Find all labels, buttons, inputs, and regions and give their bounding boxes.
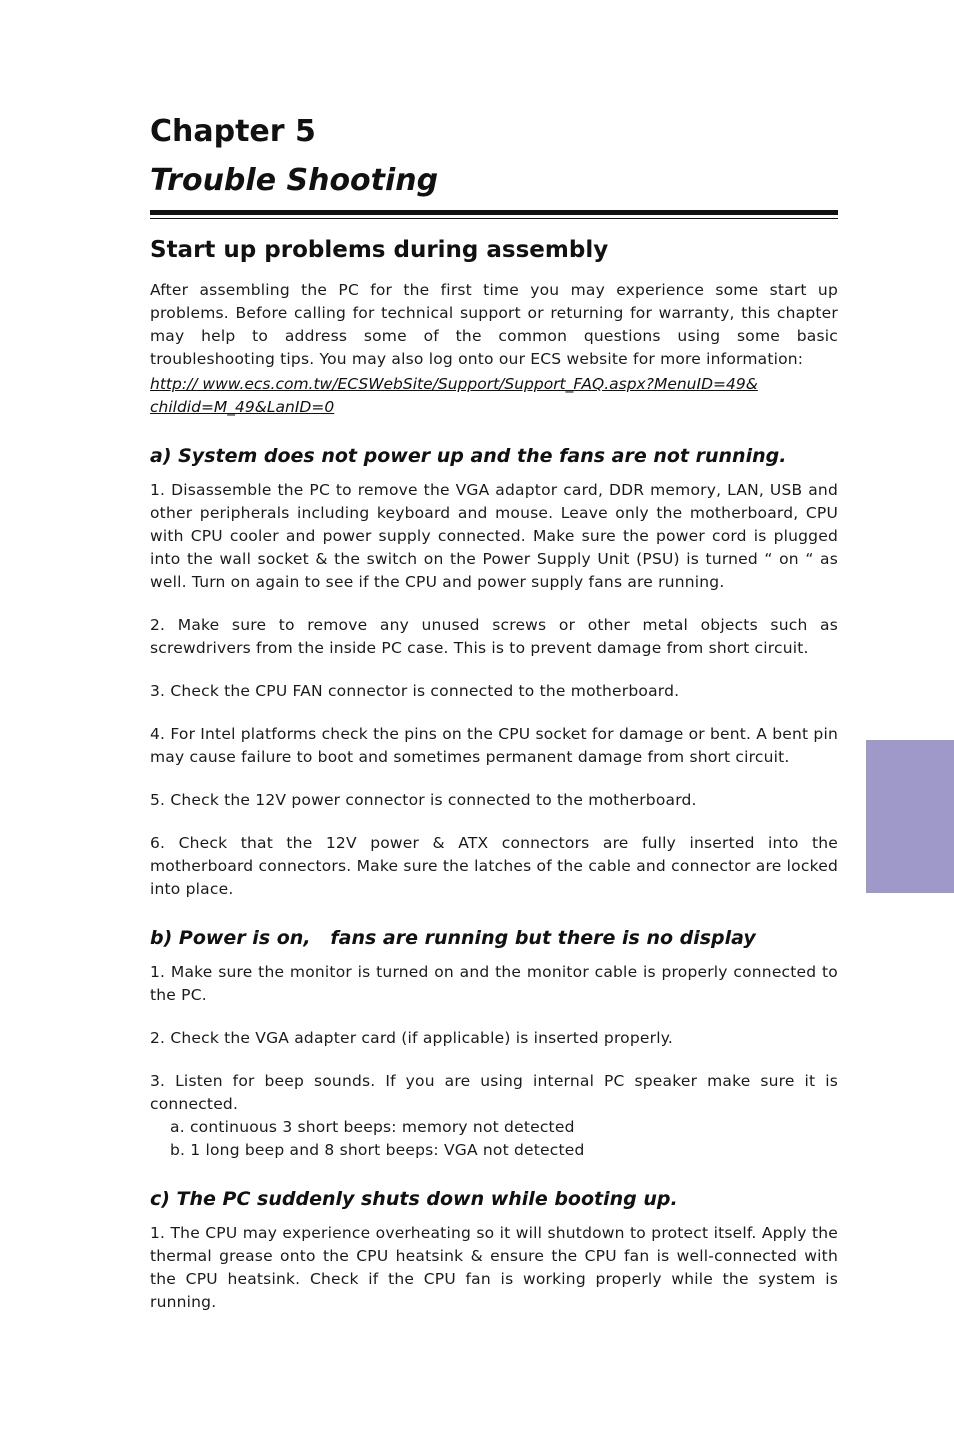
chapter-number: Chapter 5 bbox=[150, 114, 316, 149]
list-item: 6. Check that the 12V power & ATX connectors are fully inserted into the motherboard connectors. Make sure the latches of the cable and connector are locked into place. bbox=[150, 834, 838, 898]
subsection-c-list bbox=[150, 1222, 838, 1314]
beep-code-item: a. continuous 3 short beeps: memory not detected bbox=[170, 1118, 575, 1136]
chapter-side-tab bbox=[866, 740, 954, 893]
chapter-title: Trouble Shooting bbox=[150, 163, 439, 198]
title-rule-thin bbox=[150, 218, 838, 219]
list-item: 1. The CPU may experience overheating so it will shutdown to protect itself. Apply the thermal grease onto the CPU heatsink & ensure the CPU fan is well-connected with the CPU heatsink. Check if the CPU fan is working properly while the system is running. bbox=[150, 1224, 838, 1311]
subsection-b-list bbox=[150, 961, 838, 1162]
list-item: 2. Make sure to remove any unused screws or other metal objects such as screwdrivers from the inside PC case. This is to prevent damage from short circuit. bbox=[150, 616, 838, 657]
subsection-b-title: b) Power is on, fans are running but there is no display bbox=[150, 927, 756, 949]
title-rule-thick bbox=[150, 210, 838, 215]
support-link-line-2[interactable]: childid=M_49&LanID=0 bbox=[150, 398, 335, 416]
beep-code-item: b. 1 long beep and 8 short beeps: VGA not detected bbox=[170, 1141, 585, 1159]
list-item: 3. Check the CPU FAN connector is connected to the motherboard. bbox=[150, 682, 680, 700]
list-item: 3. Listen for beep sounds. If you are using internal PC speaker make sure it is connected. bbox=[150, 1072, 838, 1113]
subsection-a-list bbox=[150, 479, 838, 901]
subsection-a-title: a) System does not power up and the fans are not running. bbox=[150, 445, 787, 467]
subsection-c-title: c) The PC suddenly shuts down while booting up. bbox=[150, 1188, 678, 1210]
list-item: 1. Make sure the monitor is turned on and the monitor cable is properly connected to the PC. bbox=[150, 963, 838, 1004]
list-item: 4. For Intel platforms check the pins on the CPU socket for damage or bent. A bent pin may cause failure to boot and sometimes permanent damage from short circuit. bbox=[150, 725, 838, 766]
page-content bbox=[150, 110, 838, 1314]
list-item: 5. Check the 12V power connector is connected to the motherboard. bbox=[150, 791, 697, 809]
section-title: Start up problems during assembly bbox=[150, 237, 609, 263]
list-item: 2. Check the VGA adapter card (if applicable) is inserted properly. bbox=[150, 1029, 674, 1047]
support-link-line-1[interactable]: http:// www.ecs.com.tw/ECSWebSite/Support/Support_FAQ.aspx?MenuID=49& bbox=[150, 375, 758, 393]
list-item: 1. Disassemble the PC to remove the VGA adaptor card, DDR memory, LAN, USB and other peripherals including keyboard and mouse. Leave only the motherboard, CPU with CPU cooler and power supply connected. Make sure the power cord is plugged into the wall socket & the switch on the Power Supply Unit (PSU) is turned “ on “ as well. Turn on again to see if the CPU and power supply fans are running. bbox=[150, 481, 838, 591]
intro-paragraph: After assembling the PC for the first time you may experience some start up problems. Before calling for technical support or returning for warranty, this chapter may help to address some of the common questions using some basic troubleshooting tips. You may also log onto our ECS website for more information: bbox=[150, 281, 838, 368]
